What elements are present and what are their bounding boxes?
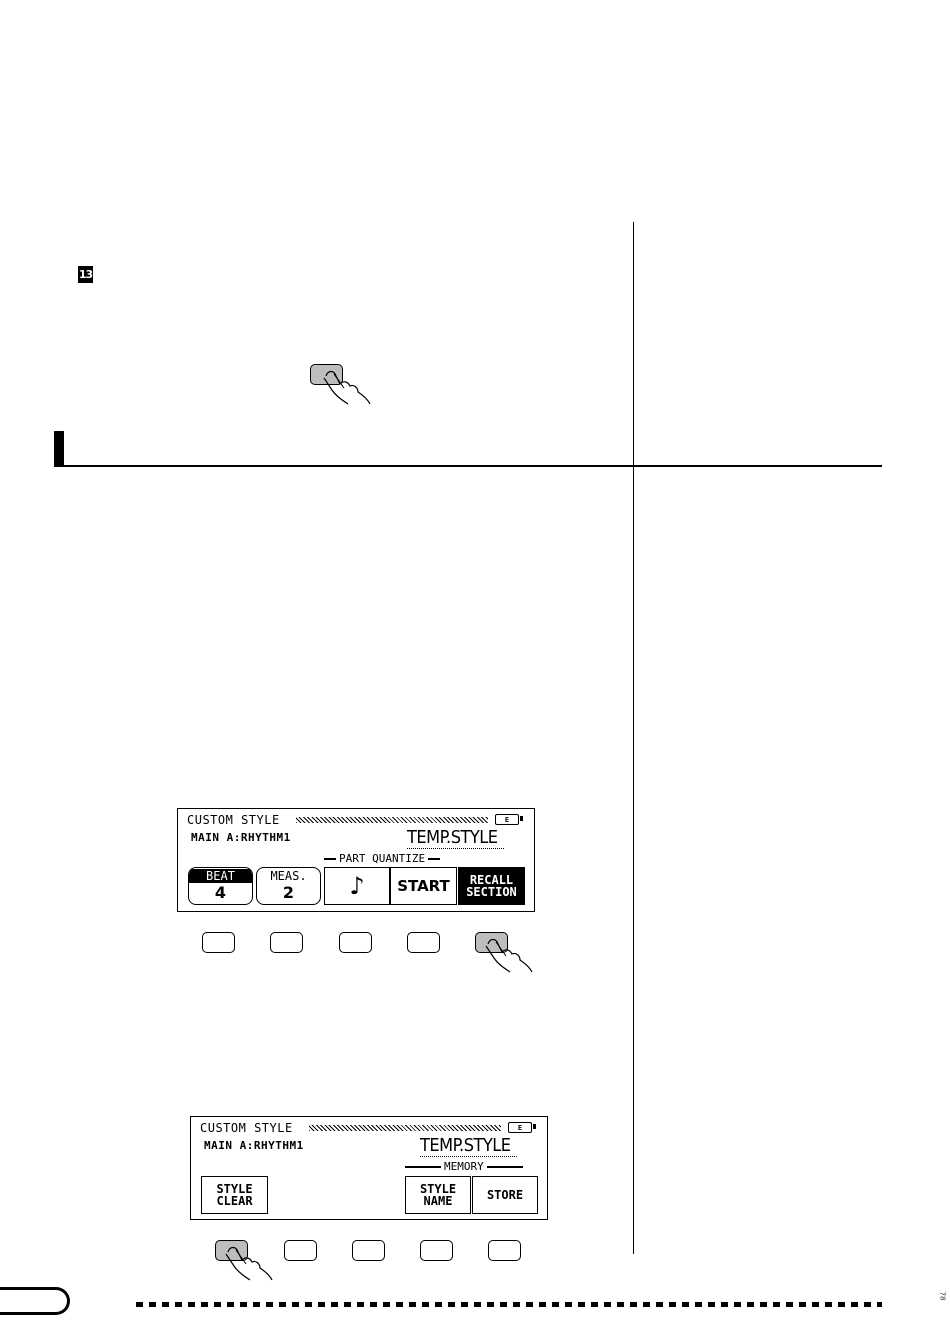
measure-label: MEAS. xyxy=(270,869,307,883)
style-clear-box xyxy=(201,1176,268,1214)
display-button-4[interactable] xyxy=(420,1240,453,1261)
section-heading-bar xyxy=(54,431,64,467)
style-name-line2: NAME xyxy=(423,1194,453,1208)
display-button-2[interactable] xyxy=(284,1240,317,1261)
section-heading-rule xyxy=(63,465,882,467)
battery-icon: E xyxy=(508,1122,532,1133)
part-quantize-group-label xyxy=(324,852,440,865)
pressing-hand-icon xyxy=(480,934,536,974)
start-label: START xyxy=(397,877,450,895)
recall-section-box xyxy=(458,867,525,905)
style-clear-line2: CLEAR xyxy=(216,1194,253,1208)
display-button-5[interactable] xyxy=(488,1240,521,1261)
display-title-hatch xyxy=(296,817,488,823)
quantize-note-box xyxy=(324,867,390,905)
page-number: 78 xyxy=(938,1291,947,1301)
pressing-hand-icon xyxy=(318,366,374,406)
display-style-name: TEMP.STYLE xyxy=(407,827,504,849)
display-style-name: TEMP.STYLE xyxy=(420,1135,517,1157)
display-title-hatch xyxy=(309,1125,501,1131)
beat-value: 4 xyxy=(214,883,227,902)
display-button-3[interactable] xyxy=(339,932,372,953)
style-name-box xyxy=(405,1176,471,1214)
group-label-text: PART QUANTIZE xyxy=(339,852,426,865)
display-button-3[interactable] xyxy=(352,1240,385,1261)
store-label: STORE xyxy=(486,1188,524,1202)
battery-icon: E xyxy=(495,814,519,825)
group-label-text: MEMORY xyxy=(444,1160,484,1173)
recall-label: RECALL xyxy=(469,873,514,887)
lcd-display-2 xyxy=(190,1116,548,1220)
style-name-line1: STYLE xyxy=(419,1182,457,1196)
start-box xyxy=(390,867,457,905)
display-title: CUSTOM STYLE xyxy=(187,813,280,827)
display-button-1[interactable] xyxy=(202,932,235,953)
beat-box xyxy=(188,867,253,905)
memory-group-label xyxy=(405,1160,523,1173)
lcd-display-1 xyxy=(177,808,535,912)
display-title: CUSTOM STYLE xyxy=(200,1121,293,1135)
section-label: SECTION xyxy=(466,885,517,899)
measure-value: 2 xyxy=(282,883,295,902)
footer-dotted-rule xyxy=(136,1302,882,1307)
eighth-note-icon: ♪ xyxy=(349,872,365,900)
beat-label: BEAT xyxy=(189,869,252,883)
store-box xyxy=(472,1176,538,1214)
page-tab xyxy=(0,1287,70,1315)
display-button-4[interactable] xyxy=(407,932,440,953)
pressing-hand-icon xyxy=(220,1242,276,1282)
display-section: MAIN A:RHYTHM1 xyxy=(204,1139,304,1152)
display-button-2[interactable] xyxy=(270,932,303,953)
display-section: MAIN A:RHYTHM1 xyxy=(191,831,291,844)
style-clear-line1: STYLE xyxy=(216,1182,253,1196)
column-divider xyxy=(633,222,634,1254)
step-number-badge: 13 xyxy=(78,268,93,281)
measure-box xyxy=(256,867,321,905)
